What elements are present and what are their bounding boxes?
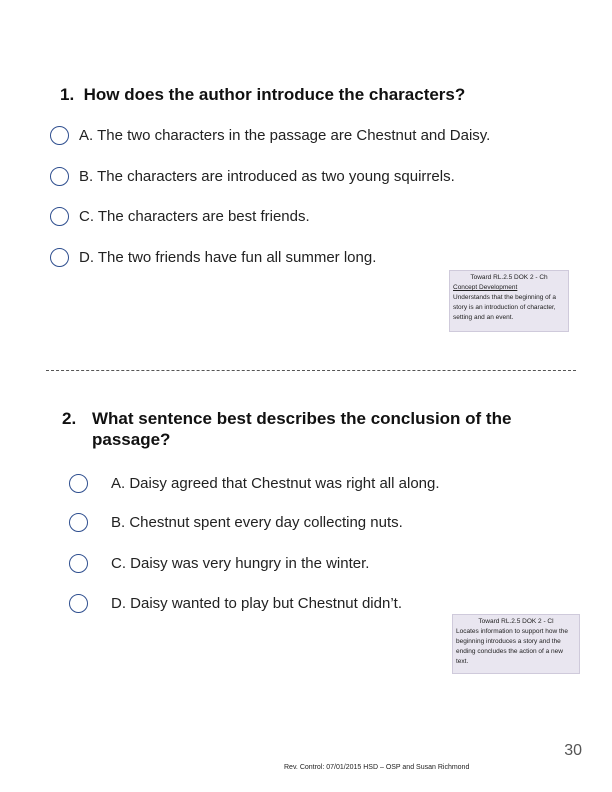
- standard-description: Understands that the beginning of a story is an introduction of character, setting and an event.: [453, 294, 556, 321]
- question-2-option-d[interactable]: [69, 591, 402, 615]
- answer-bubble[interactable]: [50, 207, 69, 226]
- option-label: A. Daisy agreed that Chestnut was right all along.: [111, 474, 440, 492]
- standard-concept: Concept Development: [453, 284, 518, 291]
- option-label: C. Daisy was very hungry in the winter.: [111, 554, 370, 572]
- standard-box-2: [452, 614, 580, 674]
- answer-bubble[interactable]: [69, 474, 88, 493]
- option-label: C. The characters are best friends.: [79, 207, 310, 225]
- question-1-option-c[interactable]: [50, 204, 310, 228]
- answer-bubble[interactable]: [50, 248, 69, 267]
- question-2-title: [62, 408, 562, 450]
- question-1-option-b[interactable]: [50, 164, 455, 188]
- standard-header: Toward RL.2.5 DOK 2 - Cl: [478, 618, 554, 625]
- section-divider: [46, 370, 576, 371]
- question-2-option-a[interactable]: [69, 471, 440, 495]
- answer-bubble[interactable]: [69, 554, 88, 573]
- option-label: B. The characters are introduced as two young squirrels.: [79, 167, 455, 185]
- option-label: D. Daisy wanted to play but Chestnut didn’t.: [111, 594, 402, 612]
- question-1-option-a[interactable]: [50, 123, 490, 147]
- question-1-text: How does the author introduce the characters?: [83, 85, 466, 104]
- option-label: B. Chestnut spent every day collecting nuts.: [111, 513, 403, 531]
- option-label: A. The two characters in the passage are Chestnut and Daisy.: [79, 126, 491, 144]
- question-1-option-d[interactable]: [50, 245, 376, 269]
- question-1-title: [60, 84, 465, 105]
- question-2-number: 2.: [62, 409, 77, 428]
- question-1-number: 1.: [60, 85, 75, 104]
- standard-header: Toward RL.2.5 DOK 2 - Ch: [470, 274, 548, 281]
- question-2-option-b[interactable]: [69, 510, 403, 534]
- page-number: 30: [564, 742, 582, 759]
- answer-bubble[interactable]: [50, 167, 69, 186]
- standard-box-1: [449, 270, 569, 332]
- standard-description: Locates information to support how the beginning introduces a story and the ending concludes the action of a new text.: [456, 628, 569, 665]
- footer-revision: Rev. Control: 07/01/2015 HSD – OSP and Susan Richmond: [284, 764, 470, 771]
- answer-bubble[interactable]: [69, 513, 88, 532]
- answer-bubble[interactable]: [69, 594, 88, 613]
- question-2-option-c[interactable]: [69, 551, 369, 575]
- answer-bubble[interactable]: [50, 126, 69, 145]
- question-2-text: What sentence best describes the conclusion of the passage?: [92, 409, 512, 449]
- option-label: D. The two friends have fun all summer long.: [79, 248, 377, 266]
